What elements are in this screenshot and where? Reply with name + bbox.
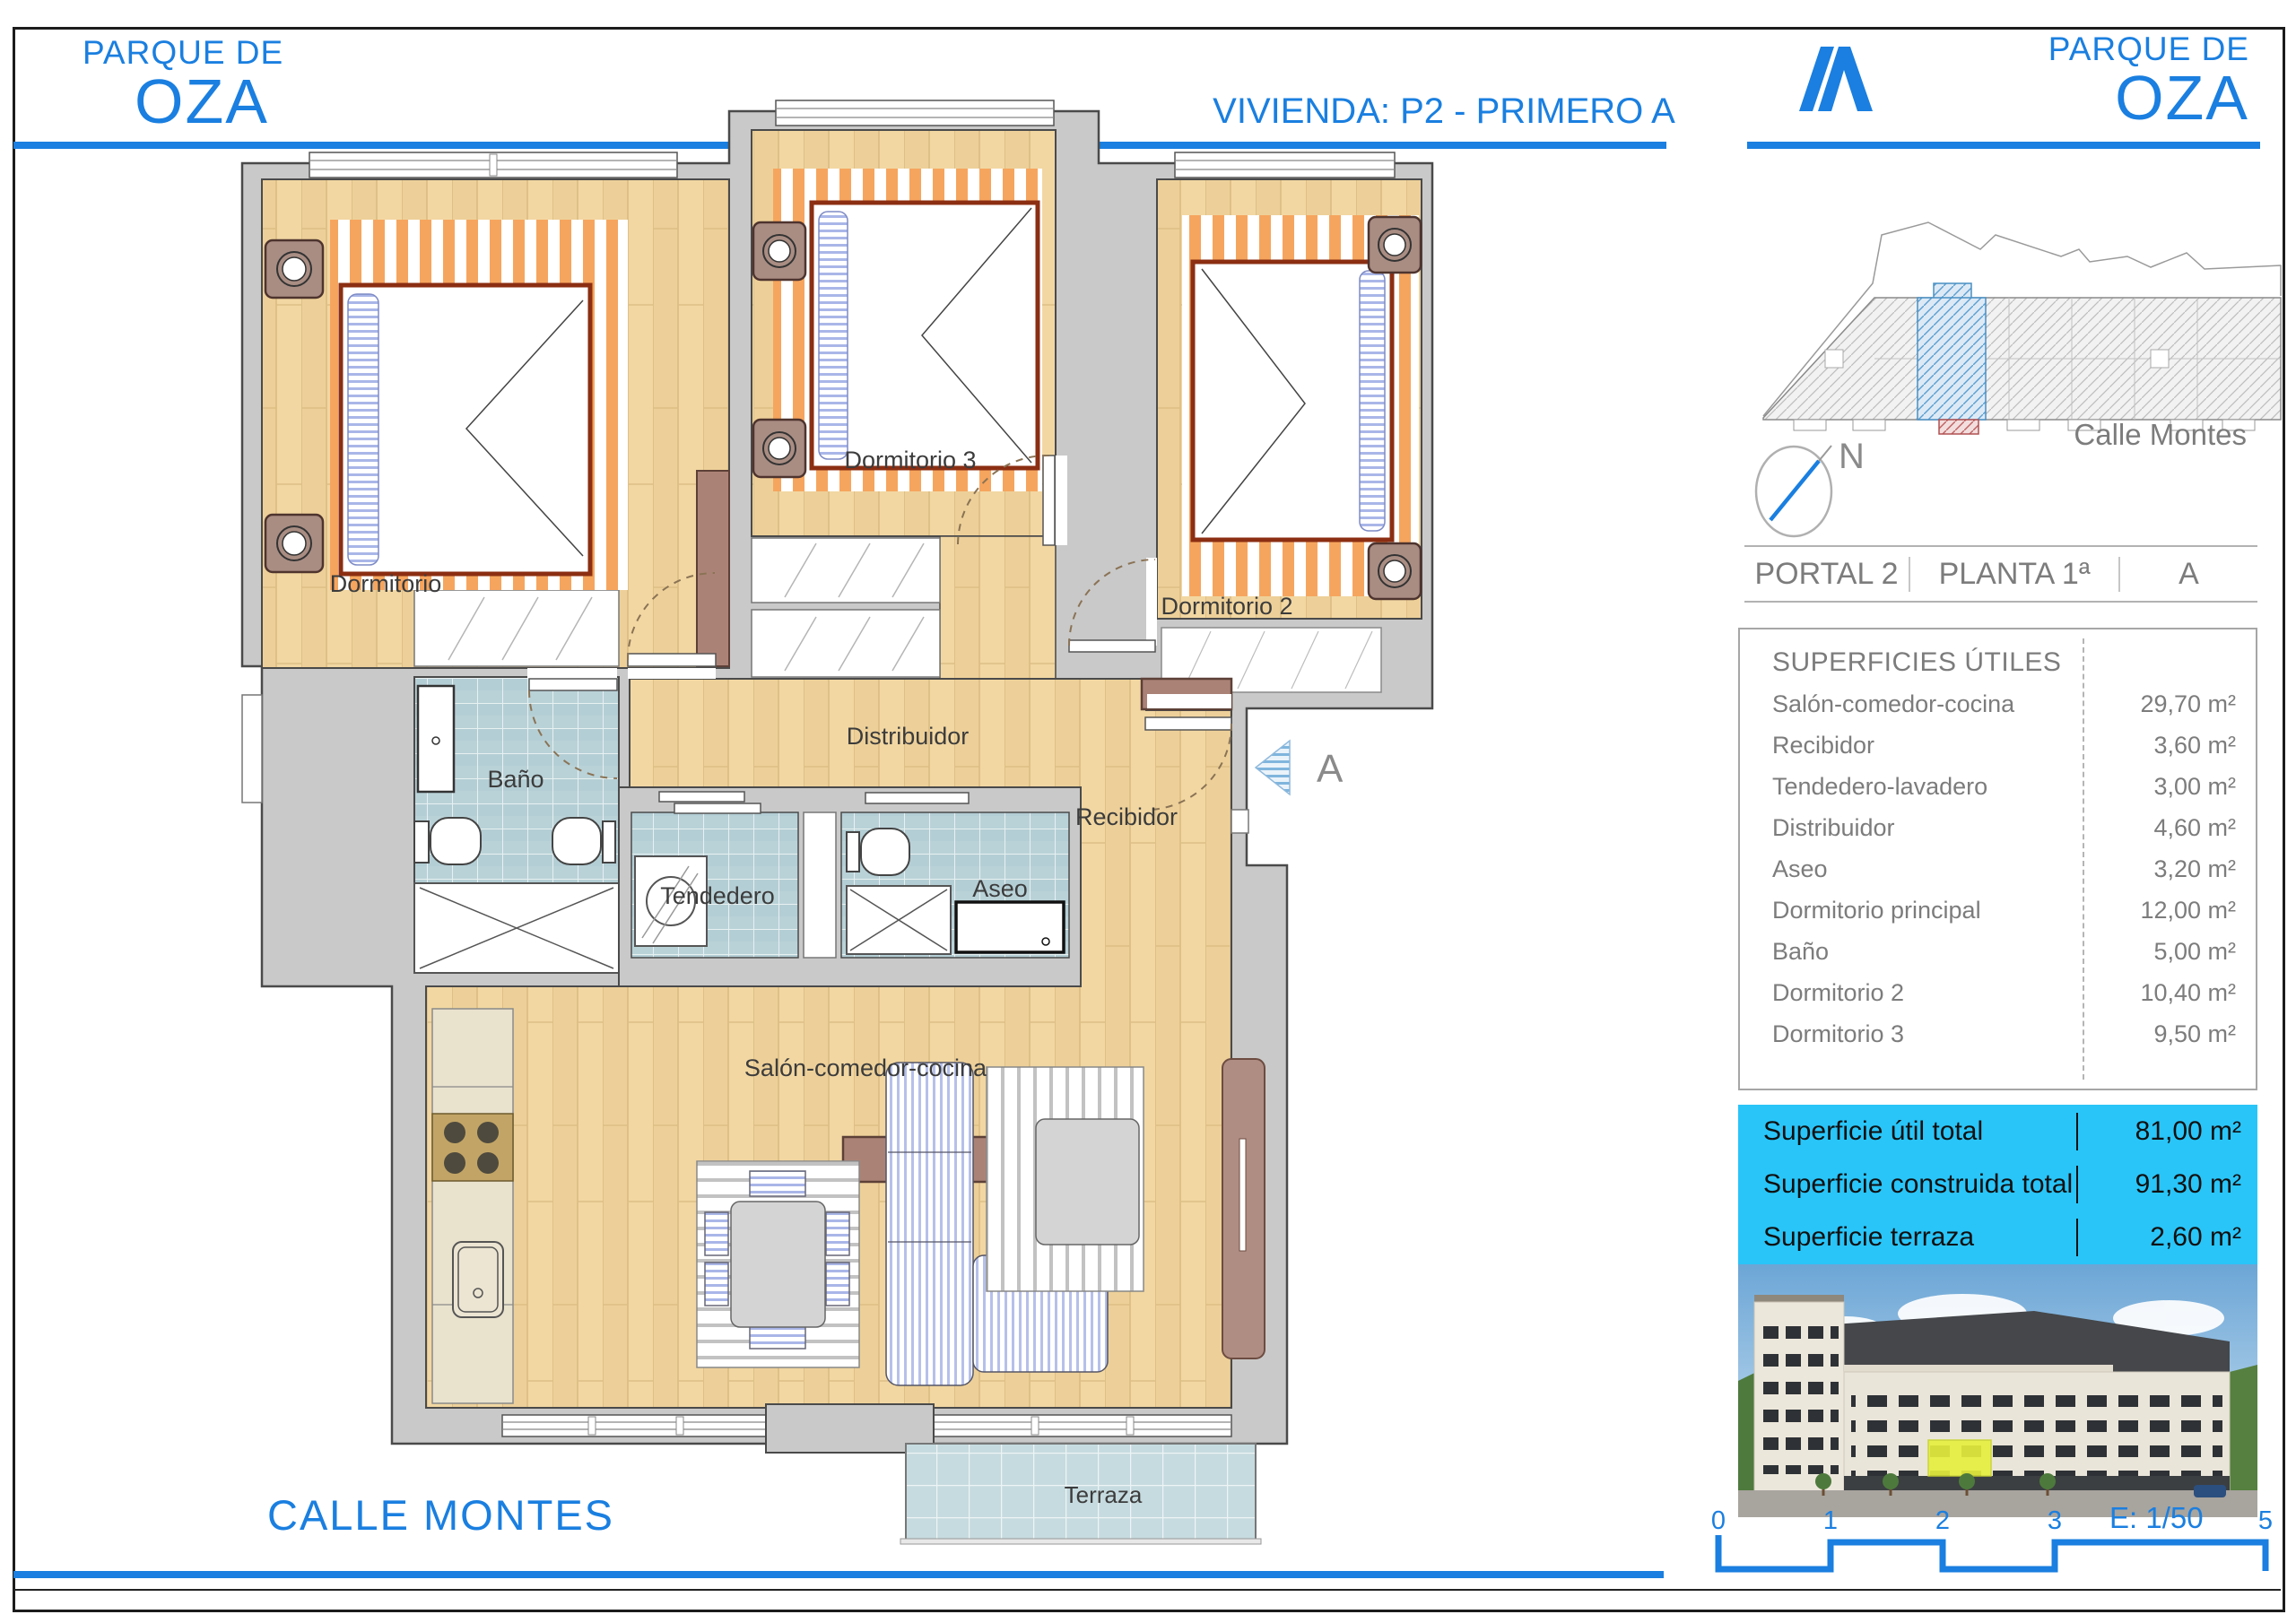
row-value: 12,00 m² [2140, 896, 2236, 924]
label-terraza: Terraza [1064, 1481, 1143, 1508]
totals-panel [1738, 1105, 2257, 1264]
building-photo [1738, 1264, 2257, 1517]
floor-dormitorio3-access [940, 536, 1056, 679]
portal-cell: PORTAL 2 [1754, 556, 1899, 591]
brand-left-name: OZA [135, 65, 269, 136]
scale-tick-0: 0 [1710, 1506, 1726, 1535]
wardrobe-dormitorio3-a [752, 538, 940, 603]
street-label: CALLE MONTES [267, 1491, 615, 1539]
table-row [1740, 890, 2256, 931]
row-label: Recibidor [1772, 731, 1875, 759]
dormitorio-tall-cabinet [697, 471, 729, 666]
brand-right-name: OZA [2115, 62, 2249, 133]
sliding-door-aseo [865, 793, 969, 803]
label-dormitorio: Dormitorio [329, 570, 442, 597]
page-title: VIVIENDA: P2 - PRIMERO A [1213, 91, 1675, 131]
window-dormitorio [309, 152, 677, 178]
row-value: 4,60 m² [2153, 813, 2236, 841]
row-label: Salón-comedor-cocina [1772, 690, 2015, 717]
row-value: 3,00 m² [2153, 772, 2236, 800]
table-row [1740, 972, 2256, 1013]
bano-bidet [552, 818, 615, 864]
row-label: Tendedero-lavadero [1772, 772, 1988, 800]
total-label: Superficie útil total [1763, 1115, 1984, 1146]
salon-wall-unit [1222, 1059, 1265, 1358]
row-label: Dormitorio principal [1772, 896, 1981, 924]
label-aseo: Aseo [972, 875, 1028, 902]
portal-planta-row [1744, 545, 2257, 603]
dormitorio2-bed-set [1182, 215, 1421, 599]
planta-cell: PLANTA 1ª [1909, 557, 2120, 592]
dining-set [697, 1161, 859, 1367]
section-letter: A [1317, 747, 1344, 791]
total-label: Superficie terraza [1763, 1221, 1975, 1252]
total-label: Superficie construida total [1763, 1168, 2074, 1199]
label-recibidor: Recibidor [1074, 803, 1178, 830]
brand-right-top: PARQUE DE [2048, 30, 2249, 67]
row-value: 3,20 m² [2153, 855, 2236, 882]
compass-needle-tail-icon [1819, 446, 1831, 461]
site-key-plan [1763, 222, 2281, 434]
label-dormitorio2: Dormitorio 2 [1161, 593, 1293, 620]
tower-block [1754, 1295, 1844, 1505]
row-value: 5,00 m² [2153, 937, 2236, 965]
kitchen-counter [432, 1009, 513, 1403]
wardrobe-dormitorio3-b [752, 610, 940, 677]
window-salon-left [502, 1415, 766, 1436]
highlighted-unit [1928, 1440, 1991, 1476]
label-bano: Baño [487, 766, 544, 793]
siteplan-street-label: Calle Montes [2074, 418, 2247, 451]
window-bano-slit [242, 695, 262, 803]
row-value: 10,40 m² [2140, 978, 2236, 1006]
bano-cabinet [418, 686, 454, 792]
letter-cell: A [2179, 556, 2199, 591]
scale-label: E: 1/50 [2109, 1501, 2204, 1534]
row-label: Baño [1772, 937, 1830, 965]
scale-tick-5: 5 [2257, 1506, 2274, 1535]
label-tendedero: Tendedero [660, 882, 775, 909]
label-distribuidor: Distribuidor [846, 723, 970, 750]
compass [1756, 437, 1865, 536]
superficies-title: SUPERFICIES ÚTILES [1772, 647, 2062, 677]
footer-rule [13, 1571, 1664, 1578]
apartment-plan [242, 100, 1432, 1544]
row-label: Dormitorio 3 [1772, 1020, 1905, 1047]
shaft [804, 812, 836, 958]
scale-tick-2: 2 [1935, 1506, 1951, 1535]
site-highlighted-unit [1918, 283, 1986, 420]
window-dormitorio2 [1175, 152, 1395, 178]
table-row [1740, 725, 2256, 766]
table-row [1740, 683, 2256, 725]
label-salon: Salón-comedor-cocina [744, 1055, 987, 1081]
car-icon [2194, 1485, 2226, 1497]
label-dormitorio3: Dormitorio 3 [844, 447, 977, 473]
table-row [1740, 1013, 2256, 1055]
superficies-divider [2083, 638, 2084, 1080]
coffee-table-rug [987, 1067, 1144, 1291]
totals-row [1738, 1211, 2257, 1263]
row-label: Distribuidor [1772, 813, 1895, 841]
aseo-toilet [847, 829, 909, 875]
site-elevator-left [1825, 350, 1843, 368]
total-value: 2,60 m² [2076, 1219, 2257, 1256]
table-row [1740, 766, 2256, 807]
window-salon-terraza [934, 1415, 1231, 1436]
row-label: Aseo [1772, 855, 1828, 882]
total-value: 81,00 m² [2076, 1113, 2257, 1150]
section-marker [1256, 741, 1344, 794]
scale-bar [1718, 1535, 2266, 1571]
row-value: 3,60 m² [2153, 731, 2236, 759]
window-dormitorio3 [776, 100, 1054, 126]
totals-row [1738, 1158, 2257, 1211]
scale-tick-1: 1 [1822, 1506, 1839, 1535]
table-row [1740, 931, 2256, 972]
scale-tick-3: 3 [2047, 1506, 2063, 1535]
footer-black-line [13, 1589, 2281, 1591]
section-arrow-icon [1256, 741, 1290, 794]
table-row [1740, 807, 2256, 848]
row-value: 9,50 m² [2153, 1020, 2236, 1047]
wardrobe-dormitorio [414, 590, 619, 666]
totals-row [1738, 1105, 2257, 1158]
dormitorio3-bed-set [753, 169, 1042, 491]
compass-north-label: N [1839, 437, 1865, 476]
total-value: 91,30 m² [2076, 1166, 2257, 1203]
superficies-table [1738, 628, 2257, 1090]
main-block [1844, 1365, 2230, 1505]
brand-left-top: PARQUE DE [83, 34, 284, 71]
site-elevator-right [2151, 350, 2169, 368]
row-value: 29,70 m² [2140, 690, 2236, 717]
table-row [1740, 848, 2256, 890]
window-recibidor-slit [1231, 810, 1248, 833]
brand-logo-icon [1789, 39, 1879, 115]
bano-toilet [414, 818, 481, 864]
row-label: Dormitorio 2 [1772, 978, 1905, 1006]
compass-needle-icon [1770, 461, 1819, 520]
